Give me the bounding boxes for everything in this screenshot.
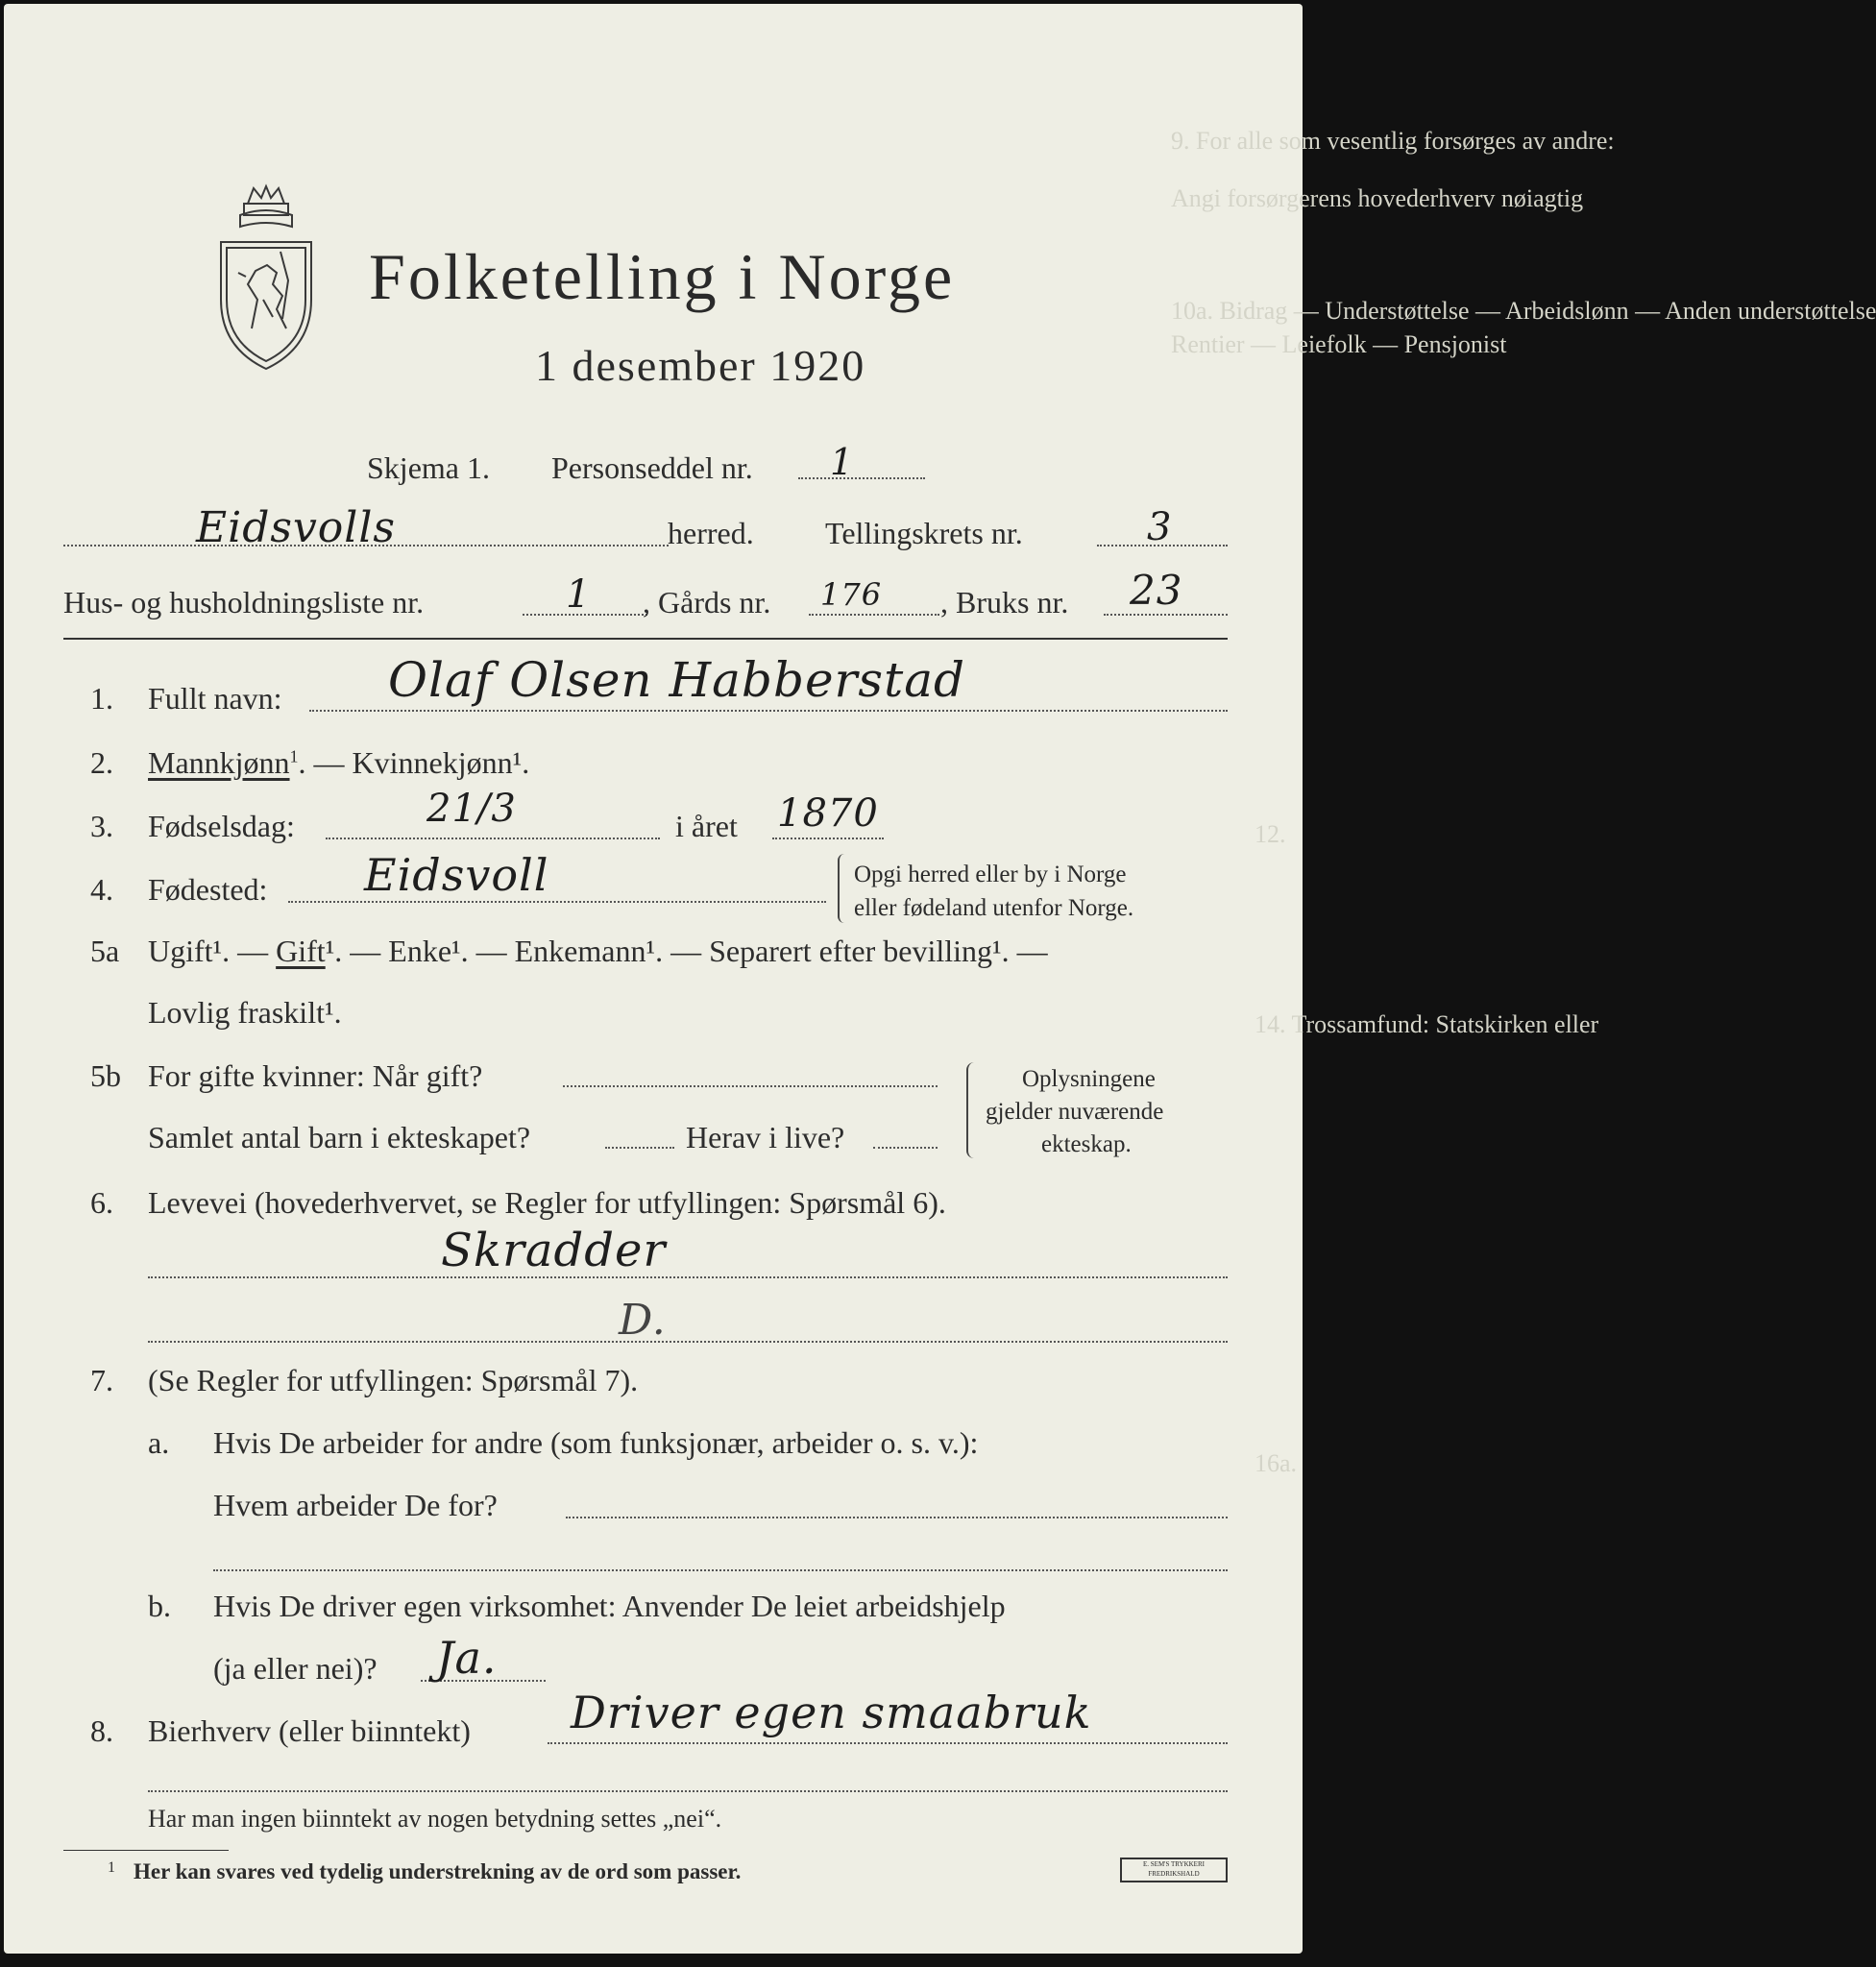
gift-underlined[interactable]: Gift — [276, 934, 326, 968]
birth-year-value[interactable]: 1870 — [777, 791, 879, 836]
ghost-text: 12. — [1255, 820, 1286, 848]
bruks-value[interactable]: 23 — [1130, 567, 1183, 614]
q4-label: Fødested: — [148, 872, 268, 907]
q6-number: 6. — [90, 1185, 113, 1220]
q2-options: Mannkjønn$^1$. — Kvinnekjønn¹. — [148, 745, 530, 780]
side-occupation-value[interactable]: Driver egen smaabruk — [571, 1687, 1092, 1738]
birthplace-note-2: eller fødeland utenfor Norge. — [854, 895, 1134, 921]
form-date: 1 desember 1920 — [535, 341, 866, 390]
q1-number: 1. — [90, 681, 113, 716]
ghost-text: 14. Trossamfund: Statskirken eller — [1255, 1010, 1599, 1038]
q7a-text: Hvis De arbeider for andre (som funksjonær, arbeider o. s. v.): — [213, 1425, 979, 1460]
tellingskrets-label: Tellingskrets nr. — [825, 516, 1023, 550]
q6-label: Levevei (hovederhvervet, se Regler for utfyllingen: Spørsmål 6). — [148, 1185, 946, 1220]
bruks-label: , Bruks nr. — [940, 585, 1069, 619]
year-label: i året — [675, 809, 738, 843]
occupation-note: D. — [619, 1296, 667, 1345]
q7b-number: b. — [148, 1589, 171, 1623]
q3-number: 3. — [90, 809, 113, 843]
ghost-text: 10a. Bidrag — Understøttelse — Arbeidslønn — Anden understøttelse — [1171, 297, 1876, 325]
q7-number: 7. — [90, 1363, 113, 1397]
q8-number: 8. — [90, 1713, 113, 1748]
q5b-note-3: ekteskap. — [1041, 1131, 1132, 1157]
q5b-line2b: Herav i live? — [686, 1120, 845, 1154]
ghost-text: 16a. — [1255, 1449, 1298, 1477]
biinntekt-note: Har man ingen biinntekt av nogen betydning settes „nei“. — [148, 1805, 722, 1833]
gards-label: , Gårds nr. — [643, 585, 771, 619]
q5a-number: 5a — [90, 934, 120, 968]
q3-label: Fødselsdag: — [148, 809, 295, 843]
gards-value[interactable]: 176 — [820, 576, 883, 613]
census-form — [4, 4, 1876, 1954]
q5a-options: Ugift¹. — Gift¹. — Enke¹. — Enkemann¹. — Separert efter bevilling¹. — — [148, 934, 1048, 968]
footnote-mark: 1 — [108, 1859, 115, 1876]
birthplace-value[interactable]: Eidsvoll — [364, 849, 549, 901]
q1-label: Fullt navn: — [148, 681, 282, 716]
form-title: Folketelling i Norge — [369, 240, 956, 313]
q5b-note-2: gjelder nuværende — [986, 1099, 1164, 1125]
q7b-question: (ja eller nei)? — [213, 1651, 378, 1686]
printer-stamp: E. SEM'S TRYKKERI FREDRIKSHALD — [1120, 1858, 1228, 1882]
q2-number: 2. — [90, 745, 113, 780]
q5a-line2: Lovlig fraskilt¹. — [148, 995, 342, 1030]
herred-label: herred. — [668, 516, 754, 550]
tellingskrets-value[interactable]: 3 — [1147, 505, 1173, 549]
birthplace-note-1: Opgi herred eller by i Norge — [854, 862, 1127, 887]
herred-value[interactable]: Eidsvolls — [196, 503, 397, 552]
q5b-line1: For gifte kvinner: Når gift? — [148, 1058, 483, 1093]
q7-label: (Se Regler for utfyllingen: Spørsmål 7). — [148, 1363, 639, 1397]
personseddel-value[interactable]: 1 — [830, 441, 855, 483]
personseddel-label: Personseddel nr. — [551, 450, 753, 485]
footnote-text: Her kan svares ved tydelig understrekning av de ord som passer. — [134, 1859, 742, 1883]
schema-label: Skjema 1. — [367, 450, 490, 485]
q7b-text: Hvis De driver egen virksomhet: Anvender De leiet arbeidshjelp — [213, 1589, 1006, 1623]
coat-of-arms-emblem — [213, 184, 319, 376]
hired-help-value[interactable]: Ja. — [436, 1632, 498, 1684]
ghost-text: Rentier — Leiefolk — Pensjonist — [1171, 330, 1507, 358]
birthday-value[interactable]: 21/3 — [426, 787, 517, 831]
full-name-value[interactable]: Olaf Olsen Habberstad — [388, 652, 966, 708]
q4-number: 4. — [90, 872, 113, 907]
q5b-line2a: Samlet antal barn i ekteskapet? — [148, 1120, 531, 1154]
husliste-label: Hus- og husholdningsliste nr. — [63, 585, 425, 619]
mannkjonn-underlined[interactable]: Mannkjønn — [148, 745, 290, 780]
ghost-text: Angi forsørgerens hovederhverv nøiagtig — [1171, 184, 1584, 212]
ghost-text: 9. For alle som vesentlig forsørges av andre: — [1171, 127, 1615, 155]
q7a-number: a. — [148, 1425, 170, 1460]
occupation-value[interactable]: Skradder — [441, 1224, 667, 1277]
husliste-value[interactable]: 1 — [566, 572, 592, 617]
q8-label: Bierhverv (eller biinntekt) — [148, 1713, 471, 1748]
q7a-question: Hvem arbeider De for? — [213, 1488, 498, 1522]
q5b-note-1: Oplysningene — [1022, 1066, 1156, 1092]
q5b-number: 5b — [90, 1058, 121, 1093]
